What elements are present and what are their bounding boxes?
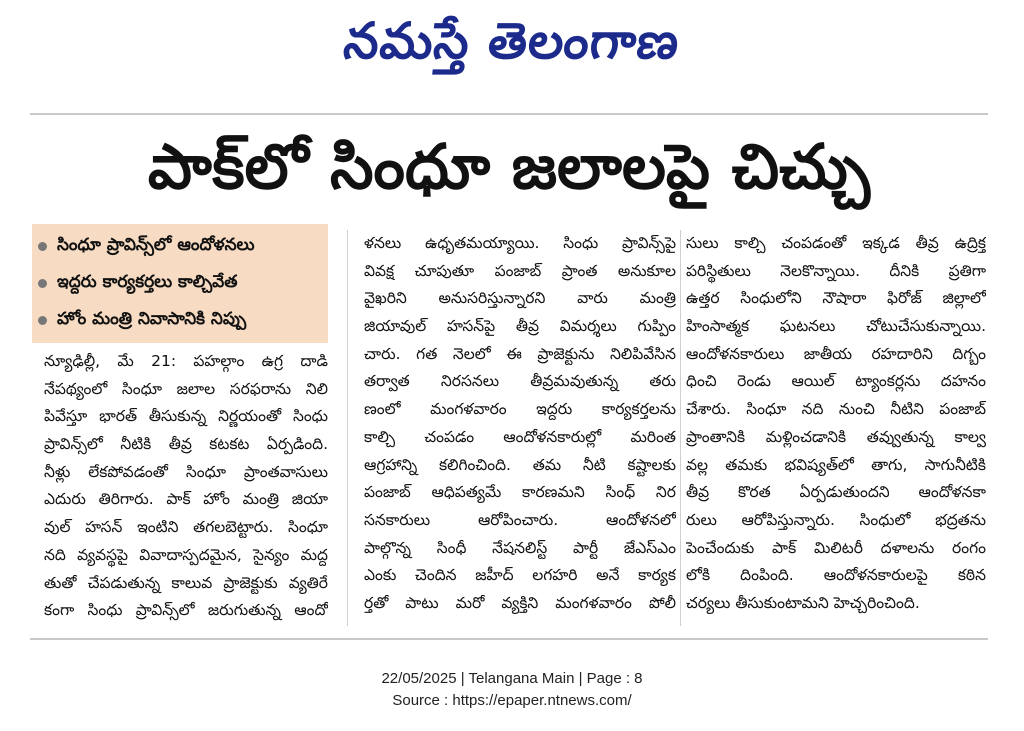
highlight-text: సింధూ ప్రావిన్స్‌లో ఆందోళనలు [57,234,255,255]
body-line: చారు. గత నెలలో ఈ ప్రాజెక్టును నిలిపివేసిన [364,344,676,363]
body-line: నీళ్లు లేకపోవడంతో సింధూ ప్రాంతవాసులు [44,462,328,481]
body-line: లోకి దింపింది. ఆందోళనకారులపై కఠిన [686,566,986,585]
body-line: వివక్ష చూపుతూ పంజాబ్ ప్రాంత అనుకూల [364,261,676,280]
body-line: వైఖరిని అనుసరిస్తున్నారని వారు మంత్రి [364,289,676,308]
column-divider [680,230,681,626]
body-line: సులు కాల్చి చంపడంతో ఇక్కడ తీవ్ర ఉద్రిక్త [686,234,986,252]
body-line: పాల్గొన్న సింధీ నేషనలిస్ట్ పార్టీ జేఎస్ఎం [364,538,676,557]
body-line: పివేస్తూ భారత్ తీసుకున్న నిర్ణయంతో సింధు [44,407,328,426]
body-line: జియావుల్ హసన్‌పై తీవ్ర విమర్శలు గుప్పిం [364,317,676,336]
body-line: వల్ల తమకు భవిష్యత్‌లో తాగు, సాగునీటికి [686,455,986,474]
body-line: పంజాబ్ ఆధిపత్యమే కారణమని సింధ్ నిర [364,483,676,502]
body-line: చర్యలు తీసుకుంటామని హెచ్చరించింది. [686,593,920,612]
body-line: ఎదురు తిరిగారు. పాక్ హోం మంత్రి జియా [44,490,328,509]
masthead [0,6,1024,76]
body-line: సనకారులు ఆరోపించారు. ఆందోళనలో [364,510,676,529]
source-link[interactable]: Source : https://epaper.ntnews.com/ [392,692,632,709]
edition-info: 22/05/2025 | Telangana Main | Page : 8 [381,670,643,687]
body-line: ణంలో మంగళవారం ఇద్దరు కార్యకర్తలను [364,400,676,419]
body-line: వుల్ హసన్ ఇంటిని తగలబెట్టారు. సింధూ [44,518,328,537]
body-line: తీవ్ర కొరత ఏర్పడుతుందని ఆందోళనకా [686,483,986,502]
bottom-divider [30,638,988,640]
body-line: చేశారు. సింధూ నది నుంచి నీటిని పంజాబ్ [686,400,986,419]
article-headline: పాక్‌లో సింధూ జలాలపై చిచ్చు [147,130,871,203]
highlight-item [38,265,322,302]
body-line: ధించి రెండు ఆయిల్ ట్యాంకర్లను దహనం [686,372,986,391]
article-column-2 [364,230,676,618]
body-line: ప్రాంతానికి మళ్లించడానికి తవ్వుతున్న కాల్వ [686,427,986,446]
body-line: నేపథ్యంలో సింధూ జలాల సరఫరాను నిలి [44,379,328,398]
newspaper-logo: నమస్తే తెలంగాణ [341,11,683,70]
body-line: ఎంకు చెందిన జహీద్ లగహరి అనే కార్యక [364,566,676,585]
body-line: హింసాత్మక ఘటనలు చోటుచేసుకున్నాయి. [686,317,986,336]
top-divider [30,113,988,115]
body-line: తుతో చేపడుతున్న కాలువ ప్రాజెక్టుకు వ్యతిరే [44,573,328,592]
body-line: నది వ్యవస్థపై వివాదాస్పదమైన, సైన్యం మద్ద [44,545,328,564]
body-line: తర్వాత నిరసనలు తీవ్రమవుతున్న తరు [364,372,676,391]
highlight-text: ఇద్దరు కార్యకర్తలు కాల్చివేత [57,271,238,292]
body-line: కంగా సింధు ప్రావిన్స్‌లో జరుగుతున్న ఆందో [44,601,328,620]
highlights-box [32,224,328,343]
body-line: న్యూఢిల్లీ, మే 21: పహల్గాం ఉగ్ర దాడి [44,352,328,370]
body-line: ర్తతో పాటు మరో వ్యక్తిని మంగళవారం పోలీ [364,593,676,612]
highlight-item [38,228,322,265]
body-line: ఉత్తర సింధులోని నౌషారా ఫిరోజ్ జిల్లాలో [686,289,986,308]
article-column-1 [44,348,328,625]
highlight-item [38,302,322,339]
body-line: ఆగ్రహాన్ని కలిగించింది. తమ నీటి కష్టాలకు [364,455,676,474]
highlight-text: హోం మంత్రి నివాసానికి నిప్పు [57,308,247,329]
footer [0,668,1024,712]
body-line: ప్రావిన్స్‌లో నీటికి తీవ్ర కటకట ఏర్పడింది. [44,435,328,454]
column-divider [347,230,348,626]
body-line: ళనలు ఉధృతమయ్యాయి. సింధు ప్రావిన్స్‌పై [364,234,676,252]
bullet-icon [38,316,47,325]
body-line: ఆందోళనకారులు జాతీయ రహదారిని దిగ్బం [686,344,986,363]
body-line: పరిస్థితులు నెలకొన్నాయి. దీనికి ప్రతిగా [686,261,986,280]
bullet-icon [38,279,47,288]
body-line: పెంచేందుకు పాక్ మిలిటరీ దళాలను రంగం [686,538,986,557]
bullet-icon [38,242,47,251]
article-column-3 [686,230,986,618]
body-line: రులు ఆరోపిస్తున్నారు. సింధులో భద్రతను [686,510,986,529]
body-line: కాల్చి చంపడం ఆందోళనకారుల్లో మరింత [364,427,676,446]
